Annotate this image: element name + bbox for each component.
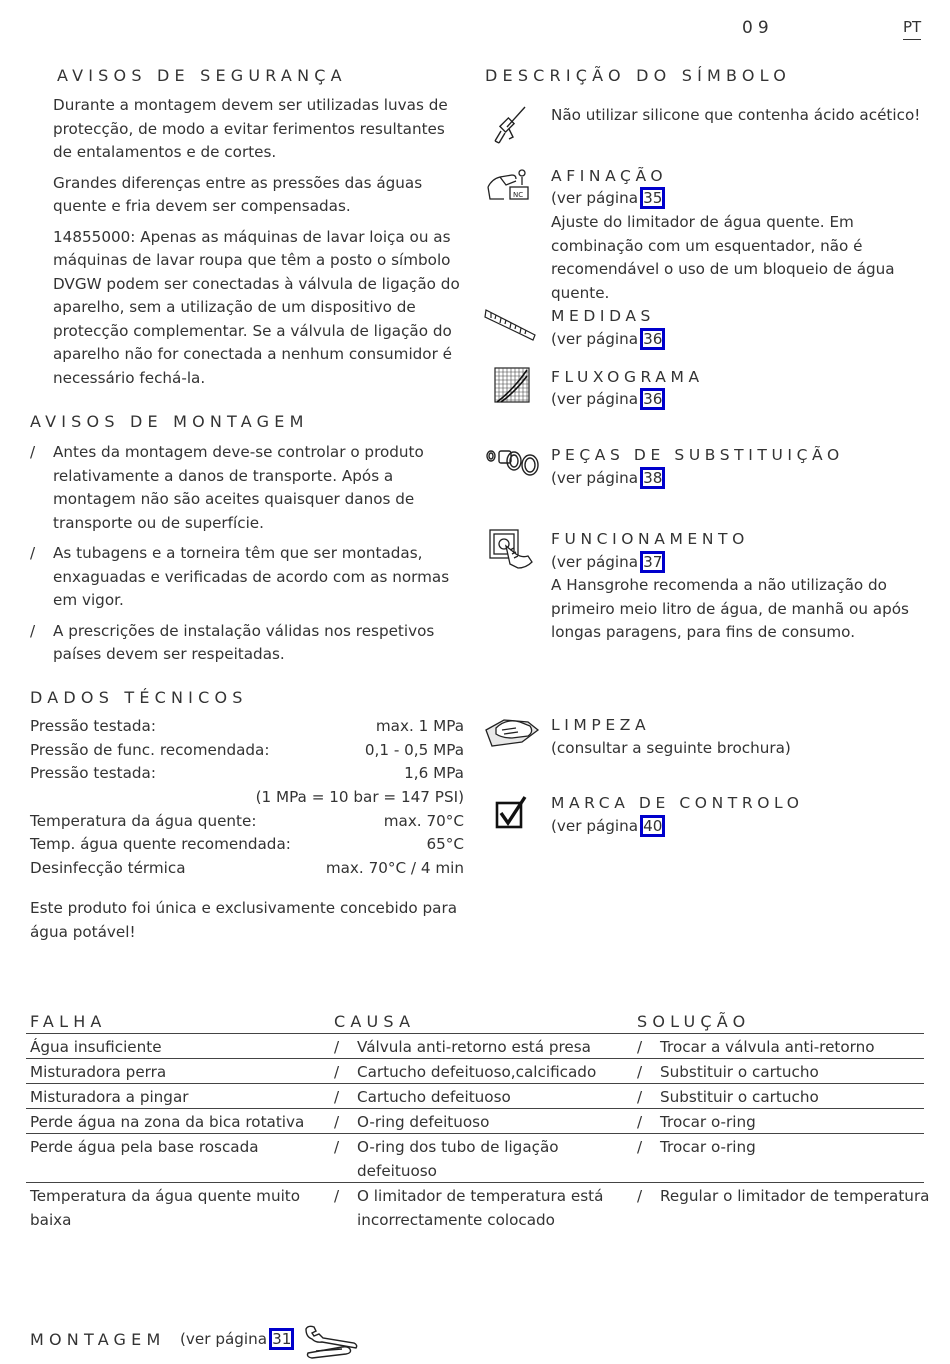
tech-value: 0,1 - 0,5 MPa: [364, 741, 464, 759]
flow-chart-icon: [493, 366, 531, 404]
fault-cell: Misturadora a pingar: [30, 1088, 189, 1106]
solution-cell: / Substituir o cartucho: [637, 1086, 927, 1110]
solution-cell: / Substituir o cartucho: [637, 1061, 927, 1085]
function-title: FUNCIONAMENTO: [551, 530, 749, 548]
tech-label: Pressão testada:: [30, 717, 156, 735]
table-row: [26, 1083, 924, 1108]
svg-text:NC: NC: [513, 191, 524, 199]
page-link[interactable]: 35: [640, 187, 665, 209]
tech-row: [30, 859, 464, 883]
cause-header: CAUSA: [334, 1012, 416, 1031]
safety-paragraph: 14855000: Apenas as máquinas de lavar loiça ou as máquinas de lavar roupa que têm a posto o símbolo DVGW podem ser conectadas à válvula de ligação do aparelho, sem a utilização de um dispositivo de protecção complementar. Se a válvula de ligação do aparelho não for conectada a nenhum consumidor é necessário fechá-la.: [53, 227, 460, 387]
function-page-ref[interactable]: [551, 551, 665, 575]
page-ref-prefix: (ver página: [551, 189, 639, 207]
tech-label: Desinfecção térmica: [30, 859, 186, 877]
tech-value: max. 70°C / 4 min: [325, 859, 464, 877]
solution-text: Substituir o cartucho: [660, 1063, 819, 1081]
table-row: [26, 1108, 924, 1133]
page-ref-prefix: (ver página: [180, 1330, 268, 1348]
tech-label: Pressão de func. recomendada:: [30, 741, 270, 759]
fault-cell: Perde água pela base roscada: [30, 1138, 259, 1156]
tech-value: 1,6 MPa: [404, 764, 464, 782]
spare-parts-icon: [484, 443, 542, 481]
cause-cell: / O-ring dos tubo de ligação defeituoso: [334, 1136, 624, 1183]
page-number: 09: [742, 18, 774, 38]
solution-text: Substituir o cartucho: [660, 1088, 819, 1106]
page-link[interactable]: 36: [640, 388, 665, 410]
clean-title: LIMPEZA: [551, 716, 651, 734]
technical-title: DADOS TÉCNICOS: [30, 688, 248, 707]
clean-text: (consultar a seguinte brochura): [551, 739, 791, 757]
tech-label: Temp. água quente recomendada:: [30, 835, 291, 853]
solution-cell: / Trocar o-ring: [637, 1136, 927, 1160]
page-link[interactable]: 31: [269, 1328, 294, 1350]
cause-cell: / O-ring defeituoso: [334, 1111, 624, 1135]
tech-value: max. 1 MPa: [375, 717, 464, 735]
cause-text: O-ring dos tubo de ligação defeituoso: [357, 1138, 559, 1180]
fault-cell: Perde água na zona da bica rotativa: [30, 1113, 305, 1131]
solution-text: Trocar o-ring: [660, 1138, 756, 1156]
parts-title: PEÇAS DE SUBSTITUIÇÃO: [551, 446, 844, 464]
fault-cell: Temperatura da água quente muito baixa: [30, 1187, 301, 1229]
table-row: [26, 1058, 924, 1083]
tech-label: Pressão testada:: [30, 764, 156, 782]
flow-title: FLUXOGRAMA: [551, 368, 704, 386]
solution-text: Trocar a válvula anti-retorno: [660, 1038, 875, 1056]
safety-title: AVISOS DE SEGURANÇA: [57, 66, 347, 85]
measures-title: MEDIDAS: [551, 307, 655, 325]
silicone-gun-icon: [487, 103, 533, 145]
cause-cell: / Cartucho defeituoso: [334, 1086, 624, 1110]
cause-text: O-ring defeituoso: [357, 1113, 490, 1131]
symbols-title: DESCRIÇÃO DO SÍMBOLO: [485, 66, 792, 85]
tech-row: [30, 717, 464, 741]
cleaning-cloth-icon: [482, 712, 542, 752]
wrench-icon: [302, 1323, 360, 1359]
solution-cell: / Trocar a válvula anti-retorno: [637, 1036, 927, 1060]
page-link[interactable]: 38: [640, 467, 665, 489]
safety-paragraph: Grandes diferenças entre as pressões das águas quente e fria devem ser compensadas.: [53, 173, 423, 215]
potable-water-note: Este produto foi única e exclusivamente concebido para água potável!: [30, 899, 458, 941]
adjustment-hand-icon: [486, 165, 534, 205]
adjust-title: AFINAÇÃO: [551, 167, 668, 185]
parts-page-ref[interactable]: [551, 467, 665, 491]
table-row: [26, 1133, 924, 1182]
tech-value: (1 MPa = 10 bar = 147 PSI): [255, 788, 464, 806]
cause-text: O limitador de temperatura está incorrectamente colocado: [357, 1187, 604, 1229]
page-link[interactable]: 37: [640, 551, 665, 573]
footer-page-ref[interactable]: [180, 1328, 294, 1352]
measures-page-ref[interactable]: [551, 328, 665, 352]
fault-header: FALHA: [30, 1012, 107, 1031]
list-item: / As tubagens e a torneira têm que ser montadas, enxaguadas e verificadas de acordo com as normas em vigor.: [30, 542, 463, 613]
fault-cell: Misturadora perra: [30, 1063, 167, 1081]
safety-text: [53, 94, 463, 390]
solution-text: Trocar o-ring: [660, 1113, 756, 1131]
cause-cell: / Válvula anti-retorno está presa: [334, 1036, 624, 1060]
page-ref-prefix: (ver página: [551, 553, 639, 571]
flow-page-ref[interactable]: [551, 388, 665, 412]
check-mark-icon: [495, 795, 529, 831]
page-link[interactable]: 40: [640, 815, 665, 837]
check-title: MARCA DE CONTROLO: [551, 794, 804, 812]
cause-cell: / O limitador de temperatura está incorrectamente colocado: [334, 1185, 624, 1232]
tech-row: [30, 812, 464, 836]
adjust-text: Ajuste do limitador de água quente. Em combinação com um esquentador, não é recomendável o uso de um bloqueio de água quente.: [551, 213, 895, 302]
page-ref-prefix: (ver página: [551, 390, 639, 408]
operation-hand-icon: [488, 528, 536, 570]
list-item: / A prescrições de instalação válidas nos respetivos países devem ser respeitadas.: [30, 620, 463, 667]
table-row: [26, 1182, 930, 1233]
cause-cell: / Cartucho defeituoso,calcificado: [334, 1061, 624, 1085]
tech-label: Temperatura da água quente:: [30, 812, 257, 830]
ruler-icon: [483, 305, 539, 343]
page-ref-prefix: (ver página: [551, 817, 639, 835]
table-row: [26, 1033, 924, 1058]
tech-row: [30, 835, 464, 859]
solution-header: SOLUÇÃO: [637, 1012, 751, 1031]
page-ref-prefix: (ver página: [551, 469, 639, 487]
silicone-text: Não utilizar silicone que contenha ácido acético!: [551, 106, 921, 124]
fault-cell: Água insuficiente: [30, 1038, 162, 1056]
tech-row: [30, 741, 464, 765]
page-link[interactable]: 36: [640, 328, 665, 350]
tech-row: [30, 788, 464, 812]
safety-paragraph: Durante a montagem devem ser utilizadas luvas de protecção, de modo a evitar ferimentos resultantes de entalamentos e de cortes.: [53, 96, 448, 161]
language-tag[interactable]: PT: [903, 18, 921, 40]
assembly-notes-title: AVISOS DE MONTAGEM: [30, 412, 309, 431]
cause-text: Cartucho defeituoso,calcificado: [357, 1063, 597, 1081]
check-page-ref[interactable]: [551, 815, 665, 839]
function-text: A Hansgrohe recomenda a não utilização do primeiro meio litro de água, de manhã ou após longas paragens, para fins de consumo.: [551, 576, 909, 641]
footer-title: MONTAGEM: [30, 1330, 166, 1349]
tech-value: 65°C: [426, 835, 464, 853]
list-item: / Antes da montagem deve-se controlar o produto relativamente a danos de transporte. Após a montagem não são aceites quaisquer danos de transporte ou de superfície.: [30, 441, 463, 535]
adjust-page-ref[interactable]: [551, 187, 665, 211]
cause-text: Válvula anti-retorno está presa: [357, 1038, 591, 1056]
cause-text: Cartucho defeituoso: [357, 1088, 511, 1106]
solution-text: Regular o limitador de temperatura: [660, 1187, 930, 1205]
tech-value: max. 70°C: [383, 812, 464, 830]
solution-cell: / Regular o limitador de temperatura: [637, 1185, 927, 1209]
page-ref-prefix: (ver página: [551, 330, 639, 348]
solution-cell: / Trocar o-ring: [637, 1111, 927, 1135]
tech-row: [30, 764, 464, 788]
assembly-notes-list: [30, 441, 463, 674]
